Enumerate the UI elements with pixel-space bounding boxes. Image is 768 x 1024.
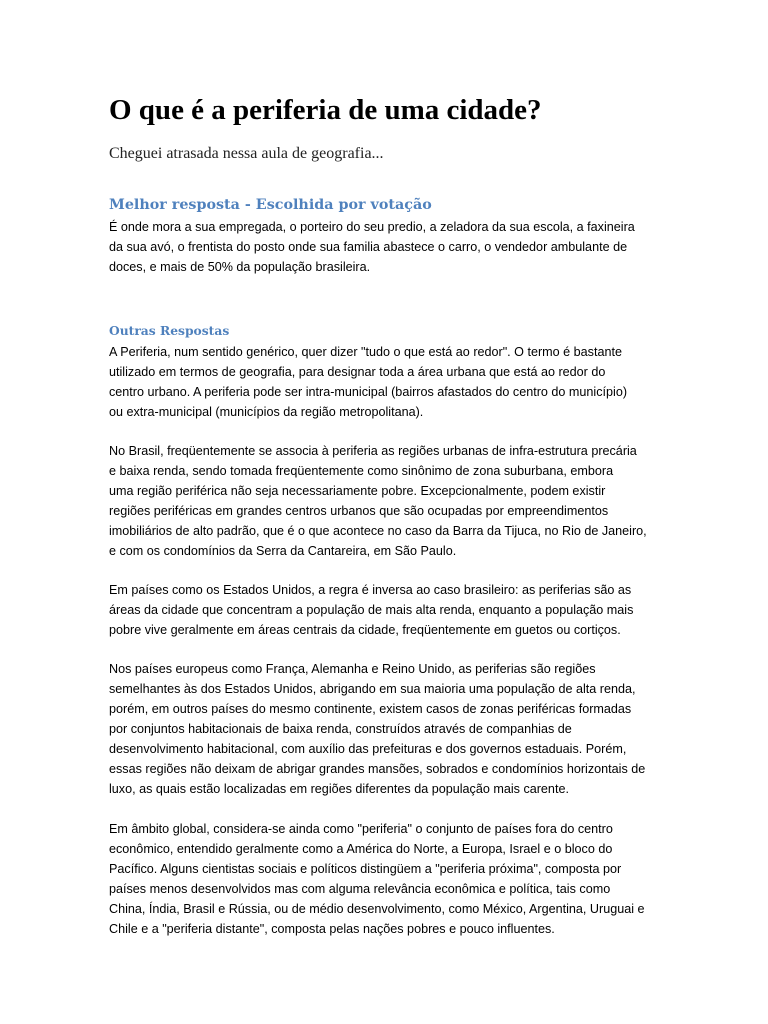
- question-subtitle: Cheguei atrasada nessa aula de geografia...: [109, 145, 384, 162]
- text-line: e com os condomínios da Serra da Cantareira, em São Paulo.: [109, 544, 457, 558]
- page-title: O que é a periferia de uma cidade?: [109, 94, 542, 126]
- text-line: pobre vive geralmente em áreas centrais da cidade, freqüentemente em guetos ou cortiços.: [109, 623, 621, 637]
- text-line: Pacífico. Alguns cientistas sociais e políticos distingüem a "periferia próxima", composta por: [109, 862, 622, 876]
- other-answer-paragraph: [109, 659, 645, 799]
- text-line: essas regiões não deixam de abrigar grandes mansões, sobrados e condomínios horizontais de: [109, 762, 646, 776]
- other-answer-paragraph: [109, 441, 647, 561]
- text-line: A Periferia, num sentido genérico, quer dizer "tudo o que está ao redor". O termo é bastante: [109, 345, 622, 359]
- other-answers-heading: Outras Respostas: [109, 323, 230, 338]
- text-line: desenvolvimento habitacional, com auxílio das prefeituras e dos governos estaduais. Porém,: [109, 742, 627, 756]
- text-line: da sua avó, o frentista do posto onde sua familia abastece o carro, o vendedor ambulante de: [109, 240, 628, 254]
- other-answer-paragraph: [109, 580, 633, 640]
- text-line: No Brasil, freqüentemente se associa à periferia as regiões urbanas de infra-estrutura precária: [109, 444, 637, 458]
- text-line: semelhantes às dos Estados Unidos, abrigando em sua maioria uma população de alta renda,: [109, 682, 636, 696]
- text-line: Em âmbito global, considera-se ainda como "periferia" o conjunto de países fora do centro: [109, 822, 613, 836]
- text-line: uma região periférica não seja necessariamente pobre. Excepcionalmente, podem existir: [109, 484, 606, 498]
- text-line: e baixa renda, sendo tomada freqüentemente como sinônimo de zona suburbana, embora: [109, 464, 614, 478]
- text-line: Chile e a "periferia distante", composta pelas nações pobres e pouco influentes.: [109, 922, 555, 936]
- text-line: doces, e mais de 50% da população brasileira.: [109, 260, 371, 274]
- text-line: porém, em outros países do mesmo continente, existem casos de zonas periféricas formadas: [109, 702, 632, 716]
- text-line: países menos desenvolvidos mas com alguma relevância econômica e política, tais como: [109, 882, 611, 896]
- text-line: China, Índia, Brasil e Rússia, ou de médio desenvolvimento, como México, Argentina, Uruguai e: [109, 902, 645, 916]
- text-line: centro urbano. A periferia pode ser intra-municipal (bairros afastados do centro do município): [109, 385, 628, 399]
- text-line: regiões periféricas em grandes centros urbanos que são ocupadas por empreendimentos: [109, 504, 609, 518]
- other-answer-paragraph: [109, 819, 645, 939]
- text-line: por conjuntos habitacionais de baixa renda, construídos através de companhias de: [109, 722, 572, 736]
- text-line: ou extra-municipal (municípios da região metropolitana).: [109, 405, 424, 419]
- text-line: luxo, as quais estão localizadas em regiões diferentes da população mais carente.: [109, 782, 569, 796]
- best-answer-text: [109, 217, 635, 277]
- other-answer-paragraph: [109, 342, 627, 422]
- text-line: áreas da cidade que concentram a população de mais alta renda, enquanto a população mais: [109, 603, 634, 617]
- best-answer-heading: Melhor resposta - Escolhida por votação: [109, 197, 432, 213]
- text-line: Em países como os Estados Unidos, a regra é inversa ao caso brasileiro: as periferias são as: [109, 583, 632, 597]
- text-line: É onde mora a sua empregada, o porteiro do seu predio, a zeladora da sua escola, a faxineira: [109, 220, 635, 234]
- text-line: imobiliários de alto padrão, que é o que acontece no caso da Barra da Tijuca, no Rio de Janeiro,: [109, 524, 647, 538]
- text-line: Nos países europeus como França, Alemanha e Reino Unido, as periferias são regiões: [109, 662, 596, 676]
- text-line: utilizado em termos de geografia, para designar toda a área urbana que está ao redor do: [109, 365, 606, 379]
- text-line: econômico, entendido geralmente como a América do Norte, a Europa, Israel e o bloco do: [109, 842, 613, 856]
